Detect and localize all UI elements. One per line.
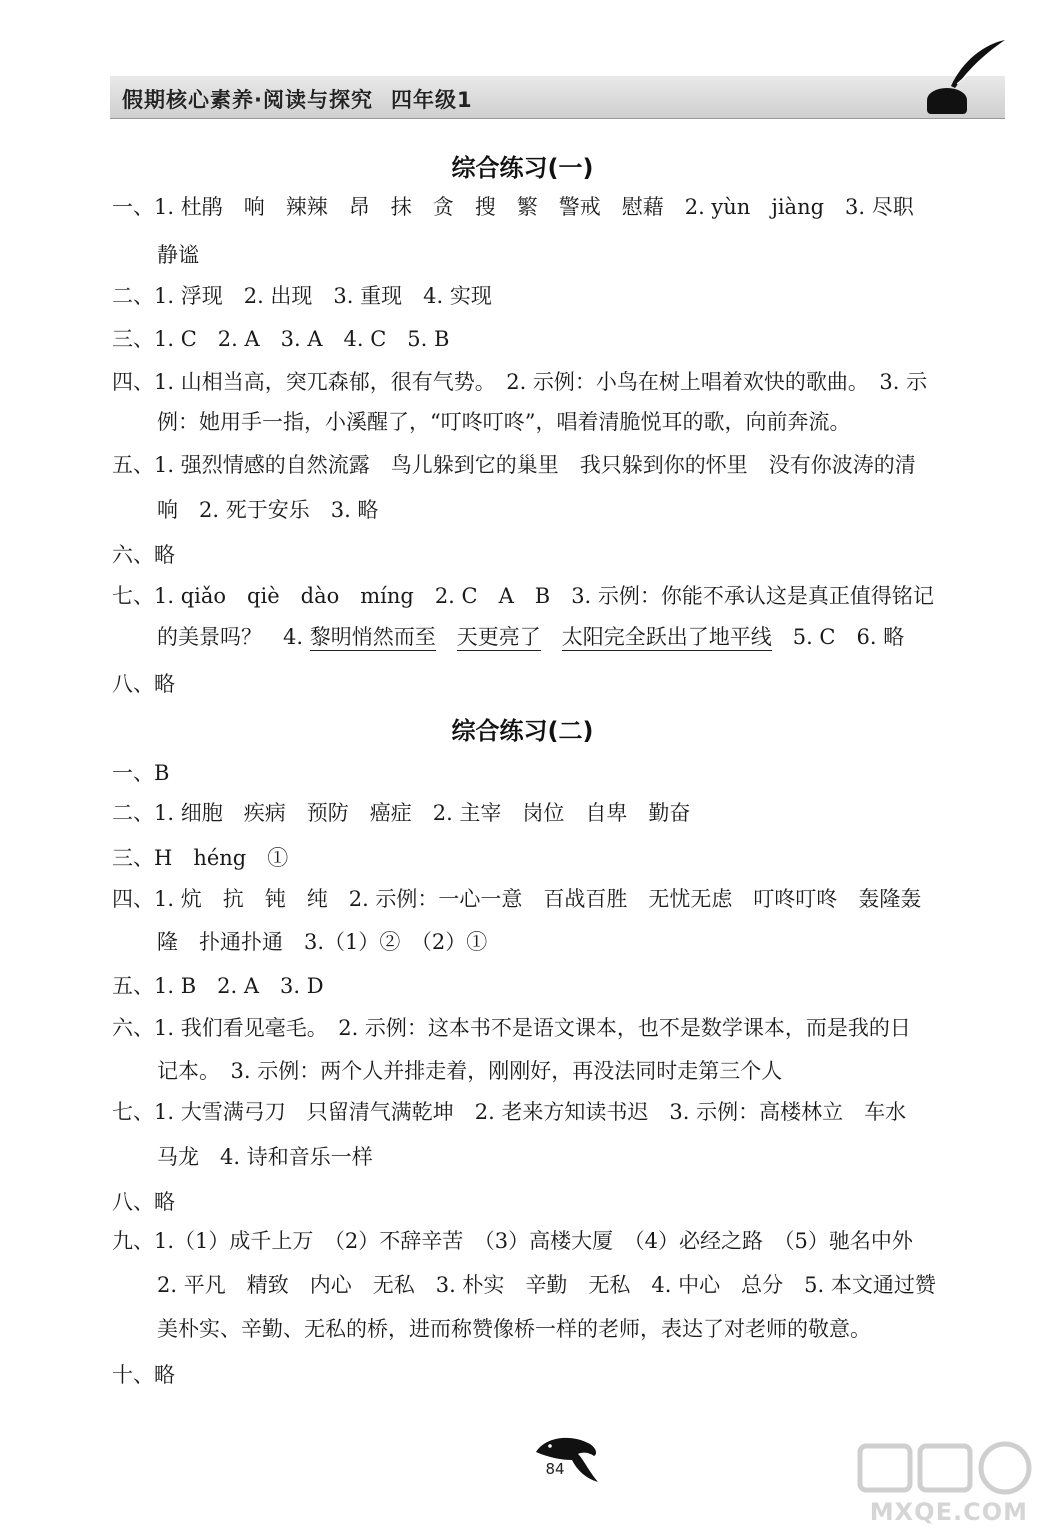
answer-line: 二、1. 细胞 疾病 预防 癌症 2. 主宰 岗位 自卑 勤奋: [112, 801, 691, 825]
answer-line: 三、H héng ①: [112, 846, 289, 870]
grade-label: 四年级1: [390, 88, 473, 112]
underlined-answer: 太阳完全跃出了地平线: [561, 625, 772, 649]
answer-line: 马龙 4. 诗和音乐一样: [157, 1145, 373, 1169]
answer-line: 静谧: [157, 243, 199, 267]
answer-line: 五、1. 强烈情感的自然流露 鸟儿躲到它的巢里 我只躲到你的怀里 没有你波涛的清: [112, 453, 916, 477]
answer-line: 三、1. C 2. A 3. A 4. C 5. B: [112, 327, 450, 351]
answer-line: 一、1. 杜鹃 响 辣辣 昂 抹 贪 搜 繁 警戒 慰藉 2. yùn jiàng 3. 尽职: [112, 195, 914, 219]
watermark-logo: [820, 1440, 1040, 1530]
answer-line: 二、1. 浮现 2. 出现 3. 重现 4. 实现: [112, 284, 492, 308]
section-title-1: 综合练习(一): [451, 154, 594, 182]
answer-line: 十、略: [112, 1363, 175, 1387]
answer-line: 五、1. B 2. A 3. D: [112, 974, 324, 998]
underlined-answer: 天更亮了: [456, 625, 541, 649]
answer-line: 八、略: [112, 1190, 175, 1214]
answer-line: 七、1. 大雪满弓刀 只留清气满乾坤 2. 老来方知读书迟 3. 示例：高楼林立 车水: [112, 1100, 907, 1124]
watermark-icon: [820, 1440, 1040, 1500]
answer-line: 四、1. 炕 抗 钝 纯 2. 示例：一心一意 百战百胜 无忧无虑 叮咚叮咚 轰隆轰: [112, 887, 922, 911]
answer-line: 九、1.（1）成千上万 （2）不辞辛苦 （3）高楼大厦 （4）必经之路 （5）驰名中外: [112, 1229, 913, 1253]
answer-line: 八、略: [112, 672, 175, 696]
answer-line: 六、略: [112, 543, 175, 567]
answer-line: 一、B: [112, 761, 170, 785]
page-number: 84: [545, 1460, 565, 1478]
section-title-2: 综合练习(二): [451, 717, 594, 745]
underlined-answer: 黎明悄然而至: [309, 625, 436, 649]
answer-line: 例：她用手一指，小溪醒了，“叮咚叮咚”，唱着清脆悦耳的歌，向前奔流。: [157, 410, 851, 434]
quill-inkpot-icon: [925, 38, 1007, 118]
answer-line-underlined: 的美景吗？ 4. 黎明悄然而至 天更亮了 太阳完全跃出了地平线 5. C 6. 略: [157, 625, 905, 649]
answer-line: 六、1. 我们看见毫毛。 2. 示例：这本书不是语文课本，也不是数学课本，而是我的日: [112, 1016, 911, 1040]
book-title: 假期核心素养·阅读与探究 四年级1: [122, 88, 473, 112]
answer-line: 2. 平凡 精致 内心 无私 3. 朴实 辛勤 无私 4. 中心 总分 5. 本文通过赞: [157, 1273, 936, 1297]
answer-line: 记本。 3. 示例：两个人并排走着，刚刚好，再没法同时走第三个人: [157, 1059, 783, 1083]
watermark-text: MXQE.COM: [869, 1498, 1028, 1526]
running-header: [110, 76, 1005, 119]
answer-line: 四、1. 山相当高，突兀森郁，很有气势。 2. 示例：小鸟在树上唱着欢快的歌曲。 3. 示: [112, 370, 928, 394]
answer-line: 响 2. 死于安乐 3. 略: [157, 498, 379, 522]
answer-line: 隆 扑通扑通 3.（1）② （2）①: [157, 930, 488, 954]
answer-line: 七、1. qiǎo qiè dào míng 2. C A B 3. 示例：你能不承认这是真正值得铭记: [112, 584, 934, 608]
answer-line: 美朴实、辛勤、无私的桥，进而称赞像桥一样的老师，表达了对老师的敬意。: [157, 1317, 871, 1341]
